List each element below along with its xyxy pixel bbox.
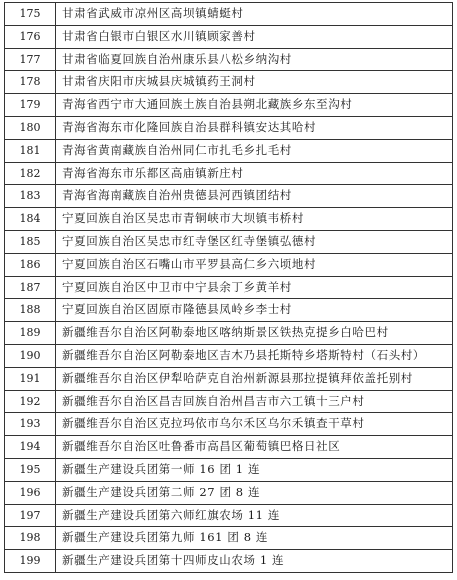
row-number-cell: 185: [5, 230, 56, 253]
village-name-cell: 宁夏回族自治区中卫市中宁县余丁乡黄羊村: [56, 276, 453, 299]
row-number-cell: 193: [5, 413, 56, 436]
table-row: [5, 550, 453, 573]
village-name-cell: 甘肃省临夏回族自治州康乐县八松乡纳沟村: [56, 48, 453, 71]
table-row: [5, 344, 453, 367]
village-list-table: [4, 2, 453, 573]
table-row: [5, 367, 453, 390]
row-number-cell: 192: [5, 390, 56, 413]
village-name-cell: 青海省西宁市大通回族土族自治县朔北藏族乡东至沟村: [56, 94, 453, 117]
table-row: [5, 48, 453, 71]
row-number-cell: 177: [5, 48, 56, 71]
row-number-cell: 190: [5, 344, 56, 367]
row-number-cell: 196: [5, 481, 56, 504]
table-row: [5, 3, 453, 26]
table-row: [5, 481, 453, 504]
village-name-cell: 青海省海东市化隆回族自治县群科镇安达其哈村: [56, 116, 453, 139]
row-number-cell: 175: [5, 3, 56, 26]
row-number-cell: 188: [5, 299, 56, 322]
table-row: [5, 276, 453, 299]
table-row: [5, 139, 453, 162]
table-row: [5, 322, 453, 345]
village-list-table-container: [4, 2, 453, 577]
row-number-cell: 179: [5, 94, 56, 117]
row-number-cell: 198: [5, 527, 56, 550]
table-row: [5, 436, 453, 459]
row-number-cell: 184: [5, 208, 56, 231]
row-number-cell: 180: [5, 116, 56, 139]
row-number-cell: 191: [5, 367, 56, 390]
table-row: [5, 208, 453, 231]
village-name-cell: 甘肃省庆阳市庆城县庆城镇药王洞村: [56, 71, 453, 94]
village-list-body: [5, 3, 453, 573]
village-name-cell: 新疆维吾尔自治区阿勒泰地区喀纳斯景区铁热克提乡白哈巴村: [56, 322, 453, 345]
row-number-cell: 182: [5, 162, 56, 185]
village-name-cell: 新疆维吾尔自治区阿勒泰地区吉木乃县托斯特乡塔斯特村（石头村）: [56, 344, 453, 367]
village-name-cell: 新疆生产建设兵团第一师 16 团 1 连: [56, 458, 453, 481]
village-name-cell: 宁夏回族自治区石嘴山市平罗县高仁乡六顷地村: [56, 253, 453, 276]
village-name-cell: 甘肃省白银市白银区水川镇顾家善村: [56, 25, 453, 48]
table-row: [5, 162, 453, 185]
table-row: [5, 413, 453, 436]
table-row: [5, 253, 453, 276]
table-row: [5, 116, 453, 139]
row-number-cell: 183: [5, 185, 56, 208]
table-row: [5, 458, 453, 481]
village-name-cell: 新疆生产建设兵团第六师红旗农场 11 连: [56, 504, 453, 527]
village-name-cell: 新疆维吾尔自治区伊犁哈萨克自治州新源县那拉提镇拜依盖托别村: [56, 367, 453, 390]
row-number-cell: 199: [5, 550, 56, 573]
row-number-cell: 186: [5, 253, 56, 276]
row-number-cell: 195: [5, 458, 56, 481]
village-name-cell: 新疆生产建设兵团第二师 27 团 8 连: [56, 481, 453, 504]
village-name-cell: 甘肃省武威市凉州区高坝镇蜻蜓村: [56, 3, 453, 26]
village-name-cell: 新疆维吾尔自治区克拉玛依市乌尔禾区乌尔禾镇查干草村: [56, 413, 453, 436]
row-number-cell: 181: [5, 139, 56, 162]
table-row: [5, 504, 453, 527]
table-row: [5, 25, 453, 48]
row-number-cell: 189: [5, 322, 56, 345]
village-name-cell: 新疆维吾尔自治区吐鲁番市高昌区葡萄镇巴格日社区: [56, 436, 453, 459]
village-name-cell: 新疆生产建设兵团第十四师皮山农场 1 连: [56, 550, 453, 573]
village-name-cell: 青海省海东市乐都区高庙镇新庄村: [56, 162, 453, 185]
row-number-cell: 187: [5, 276, 56, 299]
row-number-cell: 194: [5, 436, 56, 459]
table-row: [5, 71, 453, 94]
table-row: [5, 185, 453, 208]
table-row: [5, 527, 453, 550]
village-name-cell: 青海省黄南藏族自治州同仁市扎毛乡扎毛村: [56, 139, 453, 162]
village-name-cell: 宁夏回族自治区吴忠市青铜峡市大坝镇韦桥村: [56, 208, 453, 231]
table-row: [5, 94, 453, 117]
village-name-cell: 宁夏回族自治区吴忠市红寺堡区红寺堡镇弘德村: [56, 230, 453, 253]
row-number-cell: 178: [5, 71, 56, 94]
row-number-cell: 197: [5, 504, 56, 527]
table-row: [5, 230, 453, 253]
table-row: [5, 390, 453, 413]
row-number-cell: 176: [5, 25, 56, 48]
village-name-cell: 青海省海南藏族自治州贵德县河西镇团结村: [56, 185, 453, 208]
table-row: [5, 299, 453, 322]
village-name-cell: 新疆生产建设兵团第九师 161 团 8 连: [56, 527, 453, 550]
village-name-cell: 新疆维吾尔自治区昌吉回族自治州昌吉市六工镇十三户村: [56, 390, 453, 413]
village-name-cell: 宁夏回族自治区固原市隆德县凤岭乡李士村: [56, 299, 453, 322]
